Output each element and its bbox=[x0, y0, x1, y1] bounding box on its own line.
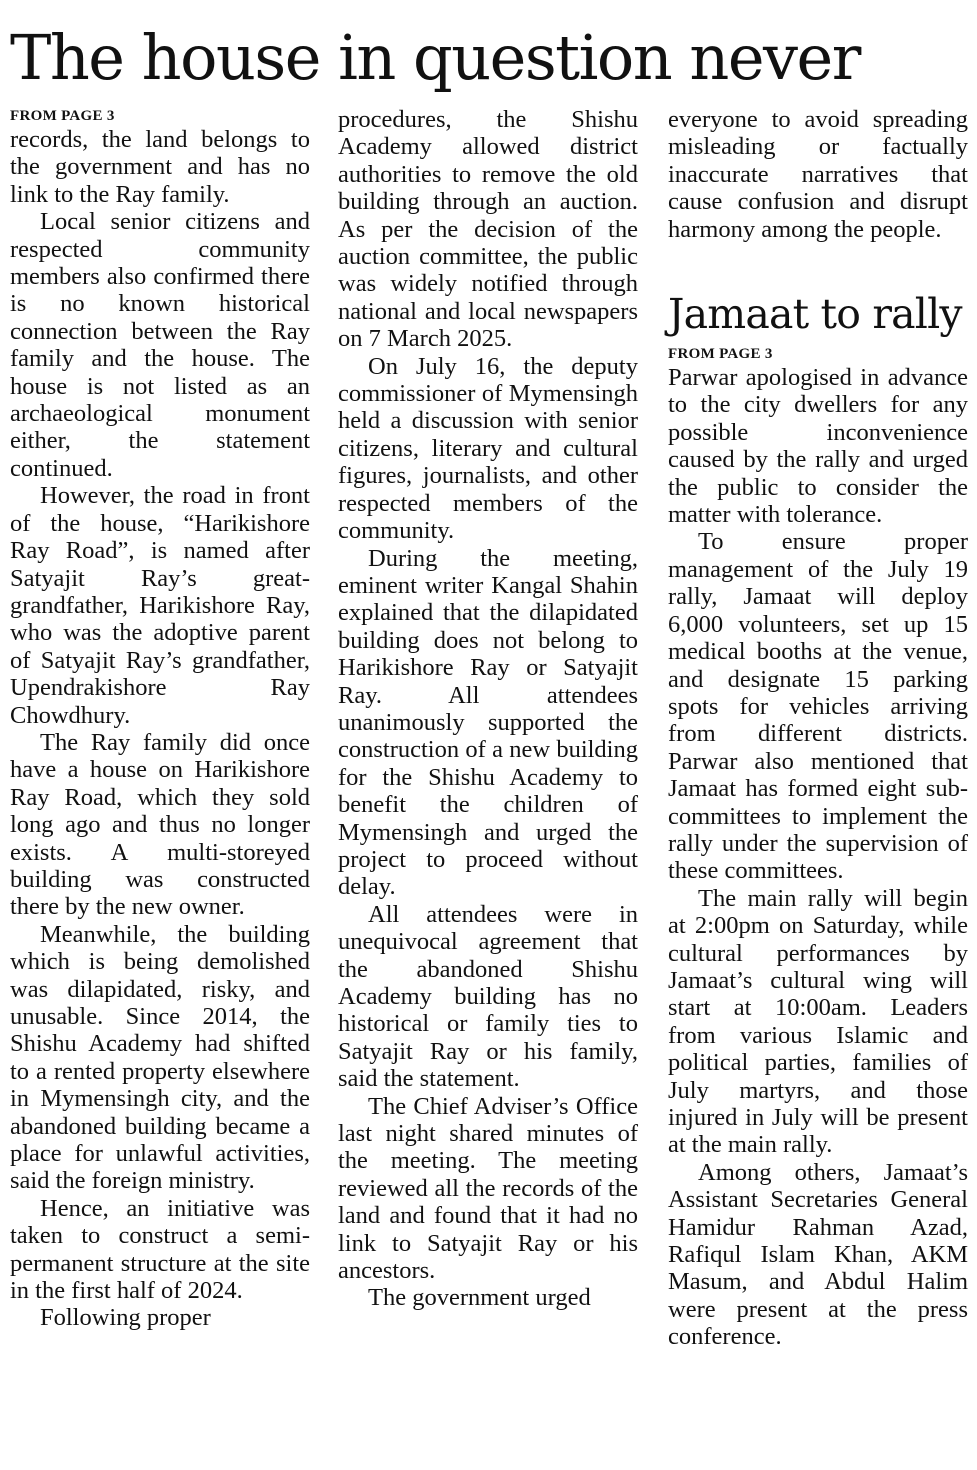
paragraph: Following proper bbox=[40, 1304, 211, 1332]
paragraph: However, the road in front of the house, “Harikishore Ray Road”, is named after Satyajit Ray’s great-grandfather, Harikishore Ray, who was the adoptive parent of Satyajit Ray’s grandfather, Upendrakishore Ray Chowdhury. bbox=[10, 482, 310, 729]
paragraph: The main rally will begin at 2:00pm on Saturday, while cultural performances by Jamaat’s cultural wing will start at 10:00am. Leaders from various Islamic and political parties, families of July martyrs, and those injured in July will be present at the main rally. bbox=[668, 884, 968, 1159]
paragraph: Meanwhile, the building which is being demolished was dilapidated, risky, and unusable. Since 2014, the Shishu Academy had shifted to a rented property elsewhere in Mymensingh city, and the abandoned building became a place for unlawful activities, said the foreign ministry. bbox=[10, 920, 310, 1195]
paragraph: records, the land belongs to the government and has no link to the Ray family. bbox=[10, 126, 310, 208]
paragraph: All attendees were in unequivocal agreement that the abandoned Shishu Academy building has no historical or family ties to Satyajit Ray or his family, said the statement. bbox=[338, 900, 638, 1093]
paragraph: Parwar apologised in advance to the city dwellers for any possible inconvenience caused by the rally and urged the public to consider the matter with tolerance. bbox=[668, 364, 968, 529]
second-article-headline: Jamaat to rally bbox=[668, 290, 962, 339]
paragraph: procedures, the Shishu Academy allowed district authorities to remove the old building through an auction. As per the decision of the auction committee, the public was widely notified through national and local newspapers on 7 March 2025. bbox=[338, 106, 638, 353]
paragraph: The government urged bbox=[368, 1284, 591, 1312]
paragraph: On July 16, the deputy commissioner of Mymensingh held a discussion with senior citizens, literary and cultural figures, journalists, and other respected members of the community. bbox=[338, 352, 638, 545]
from-page-kicker: FROM PAGE 3 bbox=[10, 108, 115, 124]
article-column-2 bbox=[338, 106, 638, 1312]
paragraph: Hence, an initiative was taken to construct a semi-permanent structure at the site in the first half of 2024. bbox=[10, 1194, 310, 1305]
paragraph: The Chief Adviser’s Office last night shared minutes of the meeting. The meeting reviewed all the records of the land and found that it had no link to Satyajit Ray or his ancestors. bbox=[338, 1092, 638, 1285]
paragraph: everyone to avoid spreading misleading or factually inaccurate narratives that cause confusion and disrupt harmony among the people. bbox=[668, 106, 968, 243]
paragraph: The Ray family did once have a house on Harikishore Ray Road, which they sold long ago and thus no longer exists. A multi-storeyed building was constructed there by the new owner. bbox=[10, 728, 310, 921]
paragraph: During the meeting, eminent writer Kangal Shahin explained that the dilapidated building does not belong to Harikishore Ray or Satyajit Ray. All attendees unanimously supported the construction of a new building for the Shishu Academy to benefit the children of Mymensingh and urged the project to proceed without delay. bbox=[338, 544, 638, 901]
from-page-kicker: FROM PAGE 3 bbox=[668, 346, 773, 363]
paragraph: Local senior citizens and respected community members also confirmed there is no known historical connection between the Ray family and the house. The house is not listed as an archaeological monument either, the statement continued. bbox=[10, 208, 310, 482]
article-column-1 bbox=[10, 106, 310, 1332]
article-column-3 bbox=[668, 106, 968, 1351]
headline: The house in question never bbox=[10, 21, 860, 94]
paragraph: To ensure proper management of the July 19 rally, Jamaat will deploy 6,000 volunteers, set up 15 medical booths at the venue, and designate 15 parking spots for vehicles arriving from different districts. Parwar also mentioned that Jamaat has formed eight sub-committees to implement the rally under the supervision of these committees. bbox=[668, 528, 968, 885]
paragraph: Among others, Jamaat’s Assistant Secretaries General Hamidur Rahman Azad, Rafiqul Islam Khan, AKM Masum, and Abdul Halim were present at the press conference. bbox=[668, 1158, 968, 1351]
